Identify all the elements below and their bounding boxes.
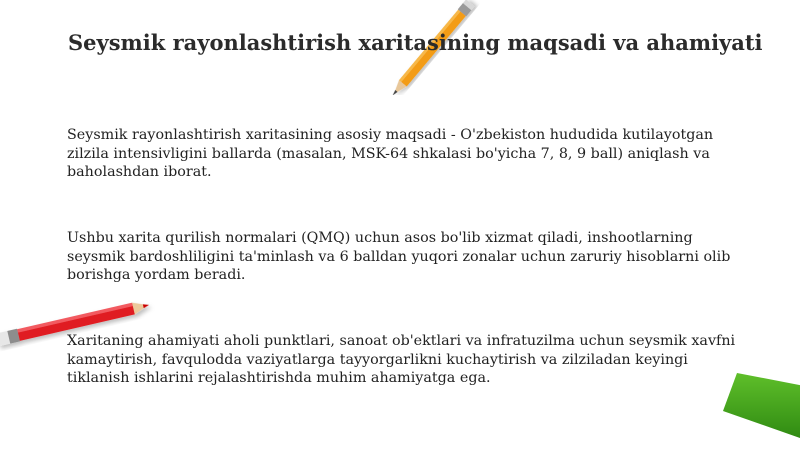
- slide-title: Seysmik rayonlashtirish xaritasining maqsadi va ahamiyati: [68, 30, 763, 55]
- paragraph-importance: Xaritaning ahamiyati aholi punktlari, sanoat ob'ektlari va infratuzilma uchun seysmik xavfni kamaytirish, favqulodda vaziyatlarga tayyorgarlikni kuchaytirish va zilziladan keyingi tiklanish ishlarini rejalashtirishda muhim ahamiyatga ega.: [67, 333, 736, 386]
- paragraph-purpose: Seysmik rayonlashtirish xaritasining asosiy maqsadi - O'zbekiston hududida kutilayotgan zilzila intensivligini ballarda (masalan, MSK-64 shkalasi bo'yicha 7, 8, 9 ball) aniqlash va baholashdan iborat.: [67, 127, 714, 180]
- paragraph-building-norms: Ushbu xarita qurilish normalari (QMQ) uchun asos bo'lib xizmat qiladi, inshootlarning seysmik bardoshliligini ta'minlash va 6 balldan yuqori zonalar uchun zaruriy hisoblarni olib borishga yordam beradi.: [67, 230, 731, 283]
